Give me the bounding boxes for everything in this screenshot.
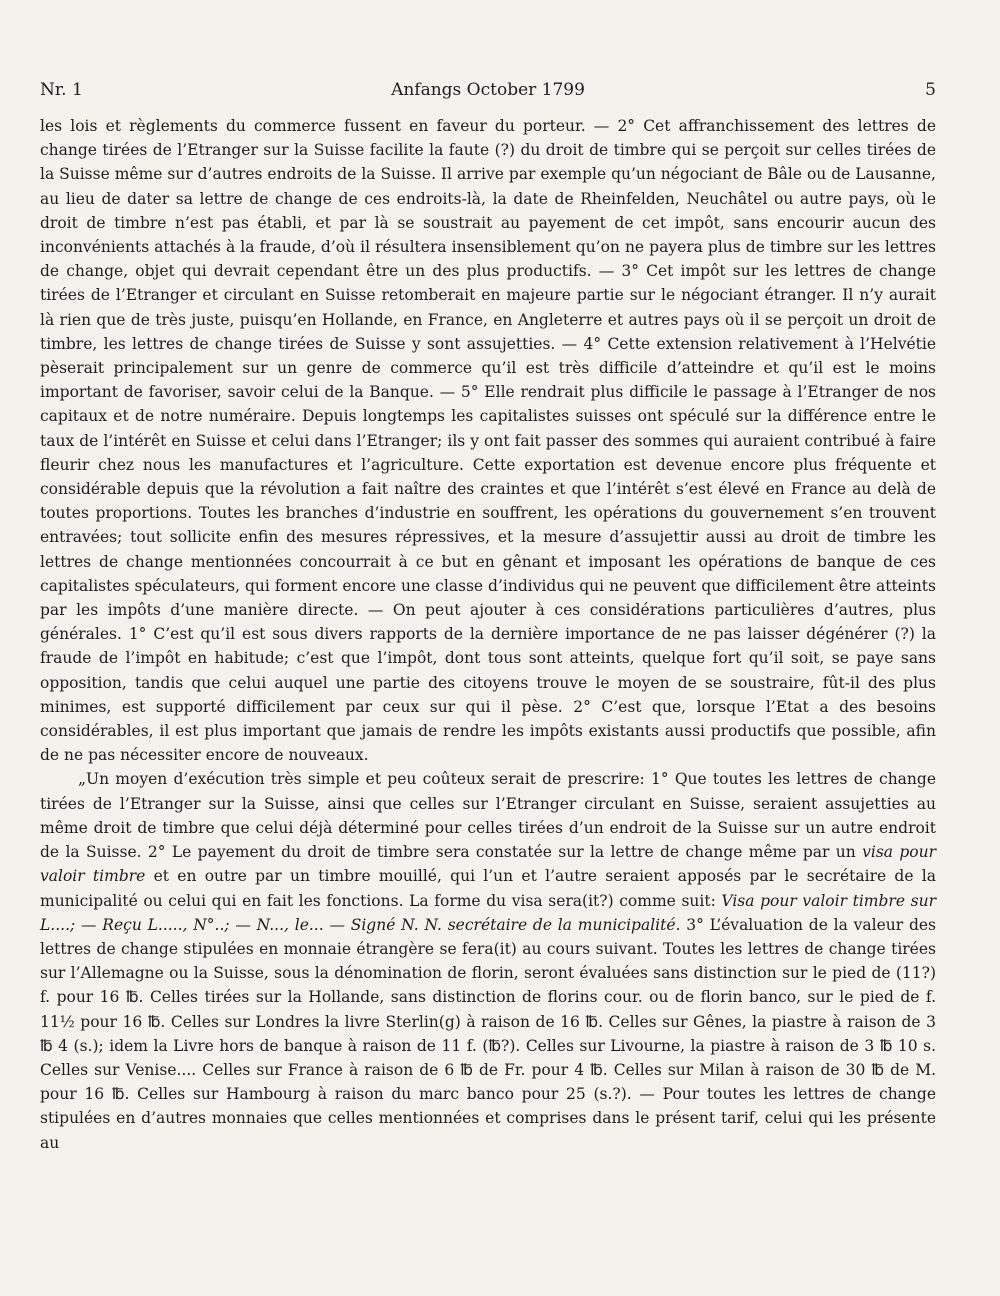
text-run: „Un moyen d’exécution très simple et peu coûteux serait de prescrire: 1° Que toutes les lettres de change tirées de l’Etranger sur la Suisse, ainsi que celles sur l’Etranger circulant en Suisse, seraient assujetties au même droit de timbre que celui déjà déterminé pour celles tirées d’un endroit de la Suisse sur un autre endroit de la Suisse. 2° Le payement du droit de timbre sera constatée sur la lettre de change même par un: [40, 770, 936, 862]
text-run: et en outre par un timbre mouillé, qui l’un et l’autre seraient apposés par le secrétaire de la municipalité ou celui qui en fait les fonctions. La forme du visa sera(it?) comme suit:: [40, 867, 937, 910]
page-number: 5: [925, 80, 936, 100]
text-run: 3° L’évaluation de la valeur des lettres de change stipulées en monnaie étrangère se fera(it) au cours suivant. Toutes les lettres de change tirées sur l’Allemagne ou la Suisse, sous la dénomination de florin, seront évaluées sans distinction sur le pied de (11?) f. pour 16 ℔. Celles tirées sur la Hollande, sans distinction de florins cour. ou de florin banco, sur le pied de f. 11½ pour 16 ℔. Celles sur Londres la livre Sterlin(g) à raison de 16 ℔. Celles sur Gênes, la piastre à raison de 3 ℔ 4 (s.); idem la Livre hors de banque à raison de 11 f. (℔?). Celles sur Livourne, la piastre à raison de 3 ℔ 10 s. Celles sur Venise.... Celles sur France à raison de 6 ℔ de Fr. pour 4 ℔. Celles sur Milan à raison de 30 ℔ de M. pour 16 ℔. Celles sur Hambourg à raison du marc banco pour 25 (s.?). — Pour toutes les lettres de change stipulées en d’autres monnaies que celles mentionnées et comprises dans le présent tarif, celui qui les présente au: [40, 915, 936, 1152]
italic-text: visa pour valoir timbre: [40, 843, 937, 886]
document-number: Nr. 1: [40, 80, 83, 100]
italic-text: Visa pour valoir timbre sur L....; — Reçu L....., N°..; — N..., le... — Signé N. N. secrétaire de la municipalité.: [40, 891, 936, 934]
text-run: les lois et règlements du commerce fussent en faveur du porteur. — 2° Cet affranchissement des lettres de change tirées de l’Etranger sur la Suisse facilite la faute (?) du droit de timbre qui se perçoit sur celles tirées de la Suisse même sur d’autres endroits de la Suisse. Il arrive par exemple qu’un négociant de Bâle ou de Lausanne, au lieu de dater sa lettre de change de ces endroits-là, la date de Rheinfelden, Neuchâtel ou autre pays, où le droit de timbre n’est pas établi, et par là se soustrait au payement de cet impôt, sans encourir aucun des inconvénients attachés à la fraude, d’où il résultera insensiblement qu’on ne payera plus de timbre sur les lettres de change, objet qui devrait cependant être un des plus productifs. — 3° Cet impôt sur les lettres de change tirées de l’Etranger et circulant en Suisse retomberait en majeure partie sur le négociant étranger. Il n’y aurait là rien que de très juste, puisqu’en Hollande, en France, en Angleterre et autres pays où il se perçoit un droit de timbre, les lettres de change tirées de Suisse y sont assujetties. — 4° Cette extension relativement à l’Helvétie pèserait principalement sur un genre de commerce qu’il est très difficile d’atteindre et qu’il est le moins important de favoriser, savoir celui de la Banque. — 5° Elle rendrait plus difficile le passage à l’Etranger de nos capitaux et de notre numéraire. Depuis longtemps les capitalistes suisses ont spéculé sur la différence entre le taux de l’intérêt en Suisse et celui dans l’Etranger; ils y ont fait passer des sommes qui auraient contribué à faire fleurir chez nous les manufactures et l’agriculture. Cette exportation est devenue encore plus fréquente et considérable depuis que la révolution a fait naître des craintes et que l’intérêt s’est élevé en France au delà de toutes proportions. Toutes les branches d’industrie en souffrent, les opérations du gouvernement s’en trouvent entravées; tout sollicite enfin des mesures répressives, et la mesure d’assujettir aussi au droit de timbre les lettres de change mentionnées concourrait à ce but en gênant et imposant les opérations de banque de ces capitalistes spéculateurs, qui forment encore une classe d’individus qui ne peuvent que difficilement être atteints par les impôts d’une manière directe. — On peut ajouter à ces considérations particulières d’autres, plus générales. 1° C’est qu’il est sous divers rapports de la dernière importance de ne pas laisser dégénérer (?) la fraude de l’impôt en habitude; c’est que l’impôt, dont tous sont atteints, quelque fort qu’il soit, se paye sans opposition, tandis que celui auquel une partie des citoyens trouve le moyen de se soustraire, fût-il des plus minimes, est supporté difficilement par ceux sur qui il pèse. 2° C’est que, lorsque l’Etat a des besoins considérables, il est plus important que jamais de rendre les impôts existants aussi productifs que possible, afin de ne pas nécessiter encore de nouveaux.: [40, 117, 936, 765]
paragraph: [40, 114, 936, 767]
body-text: [40, 114, 936, 1155]
running-head: [40, 76, 936, 104]
running-head-date: Anfangs October 1799: [391, 80, 585, 100]
paragraph: [40, 767, 936, 1154]
